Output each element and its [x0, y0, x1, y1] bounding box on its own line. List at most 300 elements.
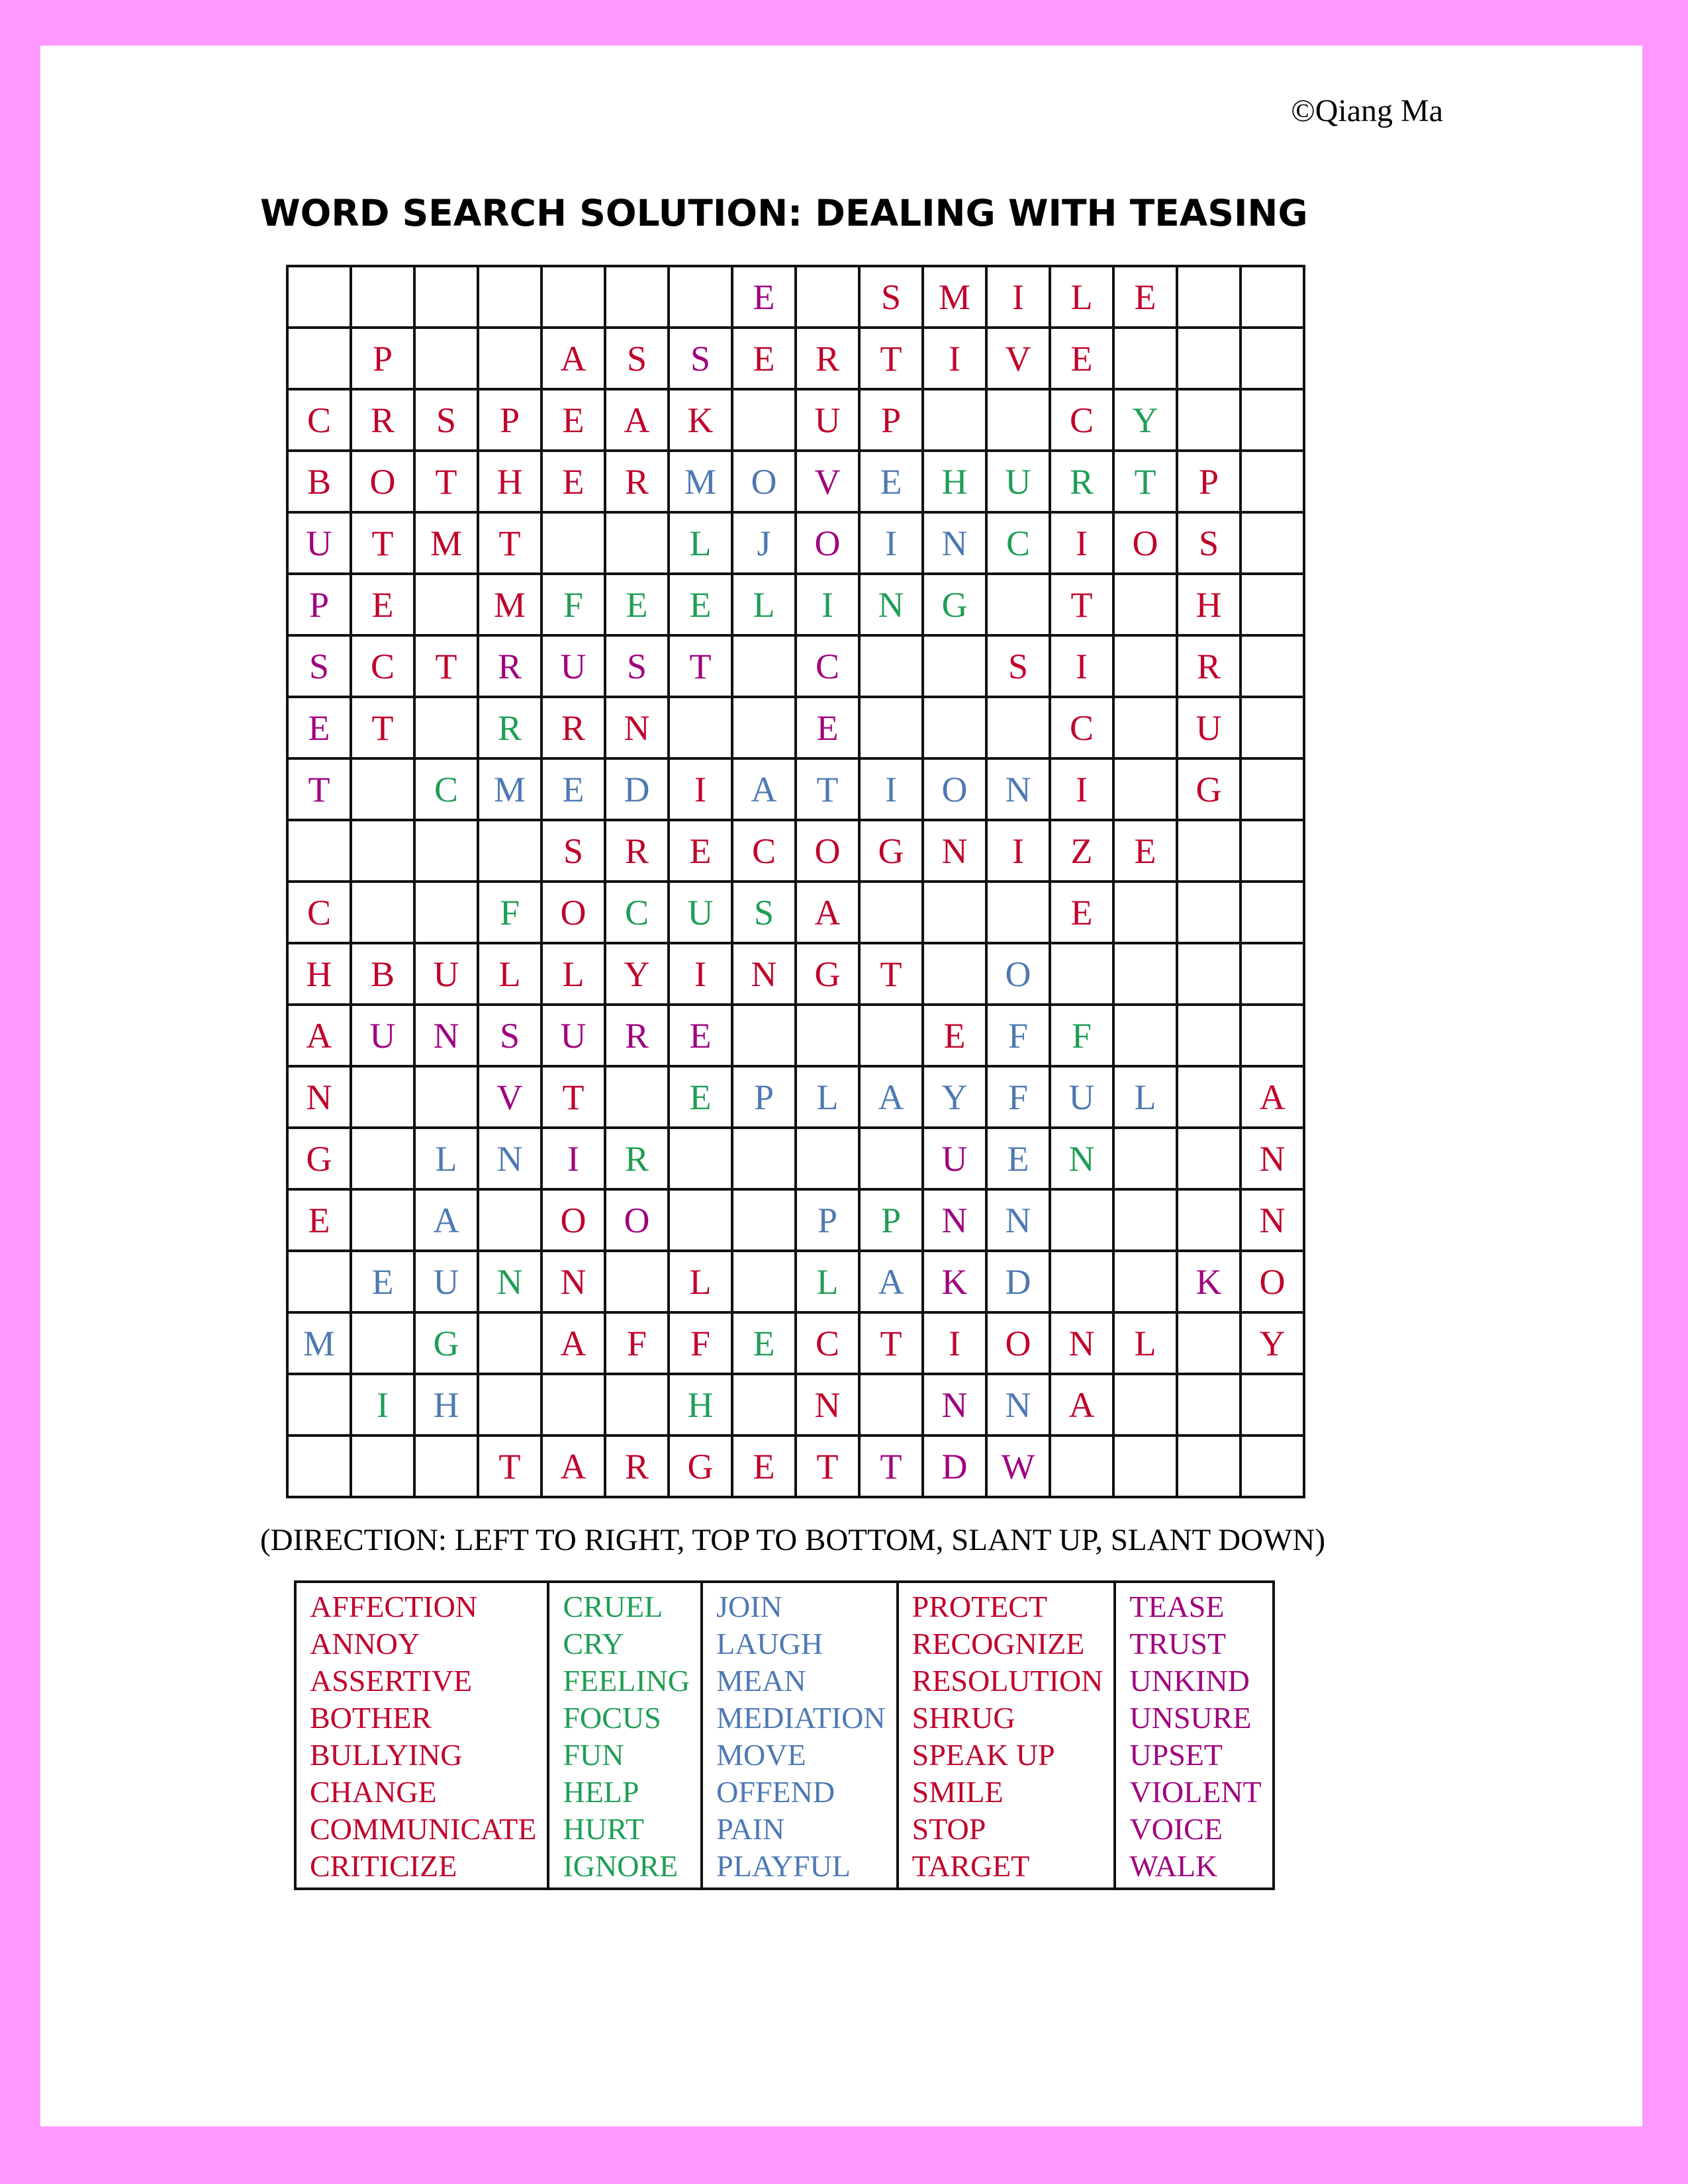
grid-cell: L	[1113, 1066, 1177, 1128]
grid-cell: E	[732, 1435, 796, 1497]
grid-cell	[1177, 389, 1241, 451]
grid-cell: E	[732, 1312, 796, 1374]
grid-row	[287, 1005, 1304, 1066]
grid-cell	[287, 820, 351, 882]
grid-cell: E	[287, 697, 351, 758]
grid-cell: N	[986, 1189, 1050, 1251]
grid-cell: L	[1113, 1312, 1177, 1374]
grid-cell: A	[732, 758, 796, 820]
grid-cell: R	[796, 328, 859, 389]
grid-cell: K	[1177, 1251, 1241, 1312]
grid-row	[287, 1312, 1304, 1374]
grid-cell: N	[478, 1251, 541, 1312]
grid-cell: I	[1050, 635, 1113, 697]
grid-cell: E	[669, 820, 732, 882]
word-list-item: FUN	[563, 1738, 624, 1772]
grid-cell: N	[859, 574, 923, 635]
grid-cell	[1241, 1435, 1304, 1497]
grid-cell: P	[478, 389, 541, 451]
grid-cell	[414, 1435, 478, 1497]
grid-cell: N	[478, 1128, 541, 1189]
grid-cell: E	[287, 1189, 351, 1251]
grid-cell	[1241, 758, 1304, 820]
grid-cell: T	[414, 635, 478, 697]
grid-cell	[1113, 758, 1177, 820]
grid-cell: O	[351, 451, 414, 512]
grid-cell	[414, 697, 478, 758]
grid-cell	[1241, 697, 1304, 758]
word-list-item: UNSURE	[1129, 1701, 1252, 1735]
grid-cell	[1113, 943, 1177, 1005]
word-list-item: ASSERTIVE	[310, 1664, 473, 1698]
grid-cell: H	[1177, 574, 1241, 635]
grid-cell: O	[796, 820, 859, 882]
word-list-item: WALK	[1129, 1849, 1218, 1883]
grid-cell	[1113, 697, 1177, 758]
grid-cell: Y	[1113, 389, 1177, 451]
grid-cell: N	[923, 512, 986, 574]
grid-cell: E	[541, 758, 605, 820]
grid-cell: F	[1050, 1005, 1113, 1066]
grid-row	[287, 328, 1304, 389]
grid-cell	[923, 635, 986, 697]
grid-cell	[1050, 1189, 1113, 1251]
page-title: WORD SEARCH SOLUTION: DEALING WITH TEASING	[260, 192, 1308, 234]
grid-cell: O	[796, 512, 859, 574]
grid-cell: L	[796, 1251, 859, 1312]
grid-cell: T	[859, 1312, 923, 1374]
grid-cell	[605, 1251, 669, 1312]
grid-cell	[1177, 1435, 1241, 1497]
grid-cell: E	[1050, 882, 1113, 943]
grid-cell: N	[986, 758, 1050, 820]
grid-cell: L	[541, 943, 605, 1005]
grid-cell: S	[1177, 512, 1241, 574]
grid-cell	[414, 574, 478, 635]
grid-cell: C	[351, 635, 414, 697]
grid-cell	[796, 1128, 859, 1189]
grid-row	[287, 1189, 1304, 1251]
word-list-item: FEELING	[563, 1664, 690, 1698]
grid-cell	[541, 266, 605, 328]
grid-cell	[1113, 882, 1177, 943]
grid-cell: U	[541, 1005, 605, 1066]
word-list-item: TEASE	[1129, 1590, 1225, 1623]
grid-cell	[1113, 1189, 1177, 1251]
word-list-item: PROTECT	[912, 1590, 1048, 1623]
direction-note: (DIRECTION: LEFT TO RIGHT, TOP TO BOTTOM, SLANT UP, SLANT DOWN)	[260, 1523, 1325, 1557]
grid-cell: L	[414, 1128, 478, 1189]
grid-cell: U	[414, 1251, 478, 1312]
grid-cell: O	[923, 758, 986, 820]
grid-row	[287, 943, 1304, 1005]
grid-cell	[986, 389, 1050, 451]
grid-cell: V	[986, 328, 1050, 389]
grid-cell	[351, 882, 414, 943]
grid-cell: T	[541, 1066, 605, 1128]
grid-cell	[1177, 1066, 1241, 1128]
word-list-item: IGNORE	[563, 1849, 679, 1883]
grid-cell	[478, 1189, 541, 1251]
grid-cell: C	[796, 1312, 859, 1374]
grid-cell: O	[1113, 512, 1177, 574]
grid-cell: I	[796, 574, 859, 635]
grid-cell	[1177, 328, 1241, 389]
grid-cell: E	[1050, 328, 1113, 389]
grid-cell	[923, 943, 986, 1005]
grid-cell: A	[605, 389, 669, 451]
grid-cell: C	[605, 882, 669, 943]
grid-row	[287, 1435, 1304, 1497]
grid-cell: E	[732, 328, 796, 389]
grid-cell	[351, 758, 414, 820]
grid-cell: S	[669, 328, 732, 389]
grid-cell	[732, 1251, 796, 1312]
grid-cell	[796, 1005, 859, 1066]
grid-cell: Y	[605, 943, 669, 1005]
word-list-item: UPSET	[1129, 1738, 1223, 1772]
grid-cell	[1050, 1251, 1113, 1312]
grid-cell: E	[732, 266, 796, 328]
grid-cell: N	[732, 943, 796, 1005]
grid-cell: G	[796, 943, 859, 1005]
grid-cell: I	[923, 1312, 986, 1374]
grid-cell: S	[605, 635, 669, 697]
word-list-item: RECOGNIZE	[912, 1627, 1085, 1661]
grid-cell: O	[986, 1312, 1050, 1374]
grid-cell: G	[414, 1312, 478, 1374]
grid-cell: L	[732, 574, 796, 635]
grid-cell: L	[669, 1251, 732, 1312]
grid-cell: A	[859, 1251, 923, 1312]
grid-cell	[669, 266, 732, 328]
grid-cell: P	[351, 328, 414, 389]
grid-cell	[1113, 635, 1177, 697]
grid-cell	[859, 697, 923, 758]
grid-cell: N	[1241, 1128, 1304, 1189]
grid-cell: F	[986, 1005, 1050, 1066]
word-list-item: AFFECTION	[310, 1590, 478, 1623]
word-list-item: CRITICIZE	[310, 1849, 457, 1883]
grid-cell	[287, 1435, 351, 1497]
grid-cell: S	[541, 820, 605, 882]
grid-row	[287, 512, 1304, 574]
grid-cell: N	[287, 1066, 351, 1128]
grid-cell: E	[986, 1128, 1050, 1189]
grid-cell	[1177, 1128, 1241, 1189]
grid-cell	[732, 389, 796, 451]
word-list-table	[294, 1580, 1275, 1890]
grid-cell: M	[923, 266, 986, 328]
grid-cell: F	[478, 882, 541, 943]
grid-cell	[1241, 943, 1304, 1005]
grid-cell: A	[859, 1066, 923, 1128]
grid-cell	[351, 1312, 414, 1374]
grid-cell: L	[669, 512, 732, 574]
grid-cell	[1113, 1435, 1177, 1497]
grid-cell	[1241, 328, 1304, 389]
grid-cell	[541, 1374, 605, 1435]
grid-cell: T	[859, 328, 923, 389]
grid-row	[287, 574, 1304, 635]
grid-cell	[287, 266, 351, 328]
grid-cell	[1113, 1374, 1177, 1435]
grid-cell: S	[478, 1005, 541, 1066]
word-list-column	[702, 1582, 898, 1889]
grid-cell	[414, 1066, 478, 1128]
grid-cell: D	[605, 758, 669, 820]
grid-cell	[859, 635, 923, 697]
grid-cell: Y	[923, 1066, 986, 1128]
grid-cell: I	[541, 1128, 605, 1189]
word-list-item: CHANGE	[310, 1775, 437, 1809]
grid-cell: A	[1050, 1374, 1113, 1435]
grid-cell: C	[1050, 697, 1113, 758]
grid-cell: S	[986, 635, 1050, 697]
grid-cell: P	[732, 1066, 796, 1128]
grid-cell: R	[1050, 451, 1113, 512]
grid-cell	[1177, 1374, 1241, 1435]
word-list-item: MOVE	[716, 1738, 806, 1772]
grid-cell: I	[986, 266, 1050, 328]
grid-cell: P	[1177, 451, 1241, 512]
grid-cell	[1177, 882, 1241, 943]
grid-cell	[351, 266, 414, 328]
grid-cell: J	[732, 512, 796, 574]
grid-cell: T	[796, 1435, 859, 1497]
grid-cell	[732, 635, 796, 697]
grid-cell: N	[923, 820, 986, 882]
grid-cell: I	[351, 1374, 414, 1435]
grid-cell: U	[1177, 697, 1241, 758]
grid-cell: O	[605, 1189, 669, 1251]
grid-row	[287, 697, 1304, 758]
word-list-item: STOP	[912, 1812, 986, 1846]
word-list-item: BULLYING	[310, 1738, 463, 1772]
grid-cell	[478, 328, 541, 389]
grid-cell: I	[859, 758, 923, 820]
grid-cell	[351, 1435, 414, 1497]
grid-cell: T	[796, 758, 859, 820]
grid-cell: E	[541, 389, 605, 451]
grid-cell: T	[1050, 574, 1113, 635]
grid-cell	[351, 1128, 414, 1189]
grid-cell: E	[859, 451, 923, 512]
grid-cell: C	[986, 512, 1050, 574]
word-list-item: PLAYFUL	[716, 1849, 851, 1883]
grid-row	[287, 882, 1304, 943]
grid-cell: C	[414, 758, 478, 820]
grid-cell	[1050, 1435, 1113, 1497]
grid-cell: N	[1050, 1312, 1113, 1374]
grid-cell	[478, 820, 541, 882]
grid-cell: T	[287, 758, 351, 820]
grid-cell: V	[796, 451, 859, 512]
grid-cell: N	[605, 697, 669, 758]
grid-cell: S	[414, 389, 478, 451]
grid-cell: Y	[1241, 1312, 1304, 1374]
grid-cell: P	[796, 1189, 859, 1251]
grid-cell: R	[478, 697, 541, 758]
word-list-item: LAUGH	[716, 1627, 823, 1661]
grid-cell	[923, 697, 986, 758]
word-list-item: MEAN	[716, 1664, 806, 1698]
grid-cell	[796, 266, 859, 328]
grid-cell: E	[541, 451, 605, 512]
grid-cell: N	[1050, 1128, 1113, 1189]
grid-cell	[1113, 1128, 1177, 1189]
word-list-column	[295, 1582, 548, 1889]
grid-cell: P	[859, 389, 923, 451]
grid-cell: L	[478, 943, 541, 1005]
copyright-notice: ©Qiang Ma	[1291, 93, 1443, 128]
grid-cell: N	[923, 1374, 986, 1435]
grid-cell: A	[1241, 1066, 1304, 1128]
grid-cell: K	[669, 389, 732, 451]
grid-cell: H	[923, 451, 986, 512]
grid-cell: U	[541, 635, 605, 697]
grid-cell	[1241, 574, 1304, 635]
grid-cell	[605, 512, 669, 574]
grid-cell: A	[541, 328, 605, 389]
word-list-item: MEDIATION	[716, 1701, 886, 1735]
grid-cell: H	[287, 943, 351, 1005]
word-list-item: HELP	[563, 1775, 639, 1809]
grid-cell: E	[1113, 266, 1177, 328]
word-list-item: VIOLENT	[1129, 1775, 1262, 1809]
grid-cell: F	[605, 1312, 669, 1374]
grid-row	[287, 1066, 1304, 1128]
grid-cell: H	[478, 451, 541, 512]
grid-cell: W	[986, 1435, 1050, 1497]
word-list-column	[898, 1582, 1115, 1889]
grid-cell: O	[541, 882, 605, 943]
grid-cell: S	[859, 266, 923, 328]
grid-cell: C	[287, 389, 351, 451]
grid-row	[287, 1374, 1304, 1435]
grid-cell: M	[478, 574, 541, 635]
grid-cell	[1241, 1005, 1304, 1066]
grid-cell: R	[605, 1435, 669, 1497]
grid-cell	[478, 1374, 541, 1435]
grid-cell: T	[1113, 451, 1177, 512]
grid-cell	[351, 1066, 414, 1128]
word-list-item: PAIN	[716, 1812, 785, 1846]
grid-cell: A	[414, 1189, 478, 1251]
grid-cell: U	[1050, 1066, 1113, 1128]
grid-cell	[1177, 943, 1241, 1005]
grid-cell: F	[669, 1312, 732, 1374]
grid-cell: M	[669, 451, 732, 512]
word-list-item: VOICE	[1129, 1812, 1223, 1846]
grid-cell: G	[923, 574, 986, 635]
grid-cell: E	[605, 574, 669, 635]
grid-row	[287, 389, 1304, 451]
grid-cell: R	[478, 635, 541, 697]
grid-cell: O	[986, 943, 1050, 1005]
grid-cell	[287, 1374, 351, 1435]
grid-cell: I	[669, 943, 732, 1005]
grid-cell	[414, 266, 478, 328]
grid-cell	[351, 820, 414, 882]
grid-cell: U	[986, 451, 1050, 512]
grid-cell: D	[986, 1251, 1050, 1312]
grid-cell: N	[1241, 1189, 1304, 1251]
grid-cell	[669, 1189, 732, 1251]
word-list-item: SPEAK UP	[912, 1738, 1055, 1772]
grid-cell: H	[414, 1374, 478, 1435]
grid-cell: I	[986, 820, 1050, 882]
grid-cell: M	[287, 1312, 351, 1374]
grid-cell	[287, 328, 351, 389]
grid-cell: U	[351, 1005, 414, 1066]
grid-cell: C	[287, 882, 351, 943]
grid-cell: V	[478, 1066, 541, 1128]
grid-row	[287, 266, 1304, 328]
word-search-grid	[286, 265, 1305, 1498]
grid-cell: I	[1050, 758, 1113, 820]
grid-cell: D	[923, 1435, 986, 1497]
grid-cell: U	[287, 512, 351, 574]
grid-cell: C	[1050, 389, 1113, 451]
grid-cell	[986, 574, 1050, 635]
grid-cell	[732, 1128, 796, 1189]
grid-cell	[1241, 451, 1304, 512]
grid-cell: E	[1113, 820, 1177, 882]
grid-cell: R	[605, 1128, 669, 1189]
grid-cell	[1113, 1251, 1177, 1312]
grid-cell: N	[541, 1251, 605, 1312]
grid-row	[287, 1128, 1304, 1189]
grid-cell: R	[1177, 635, 1241, 697]
word-list-item: COMMUNICATE	[310, 1812, 537, 1846]
grid-cell: F	[541, 574, 605, 635]
grid-cell: A	[541, 1435, 605, 1497]
grid-cell	[1177, 820, 1241, 882]
grid-cell	[1241, 1374, 1304, 1435]
grid-cell	[1241, 882, 1304, 943]
word-list-column	[548, 1582, 702, 1889]
grid-cell: R	[351, 389, 414, 451]
grid-cell	[1241, 635, 1304, 697]
grid-cell	[1241, 512, 1304, 574]
word-list-item: BOTHER	[310, 1701, 432, 1735]
grid-cell: E	[923, 1005, 986, 1066]
grid-cell: G	[1177, 758, 1241, 820]
word-list-item: SHRUG	[912, 1701, 1015, 1735]
grid-cell: E	[669, 1005, 732, 1066]
grid-cell: U	[923, 1128, 986, 1189]
word-list-item: UNKIND	[1129, 1664, 1250, 1698]
grid-cell: T	[351, 697, 414, 758]
grid-cell	[1177, 1189, 1241, 1251]
grid-cell: G	[859, 820, 923, 882]
grid-cell: P	[859, 1189, 923, 1251]
grid-cell	[859, 882, 923, 943]
word-list-item: SMILE	[912, 1775, 1004, 1809]
grid-cell: R	[541, 697, 605, 758]
grid-cell: B	[287, 451, 351, 512]
grid-cell	[541, 512, 605, 574]
word-list-item: ANNOY	[310, 1627, 420, 1661]
grid-cell: M	[414, 512, 478, 574]
grid-cell: I	[669, 758, 732, 820]
grid-cell: L	[796, 1066, 859, 1128]
word-list-item: CRY	[563, 1627, 624, 1661]
grid-cell	[1177, 1312, 1241, 1374]
grid-cell: A	[287, 1005, 351, 1066]
grid-row	[287, 820, 1304, 882]
